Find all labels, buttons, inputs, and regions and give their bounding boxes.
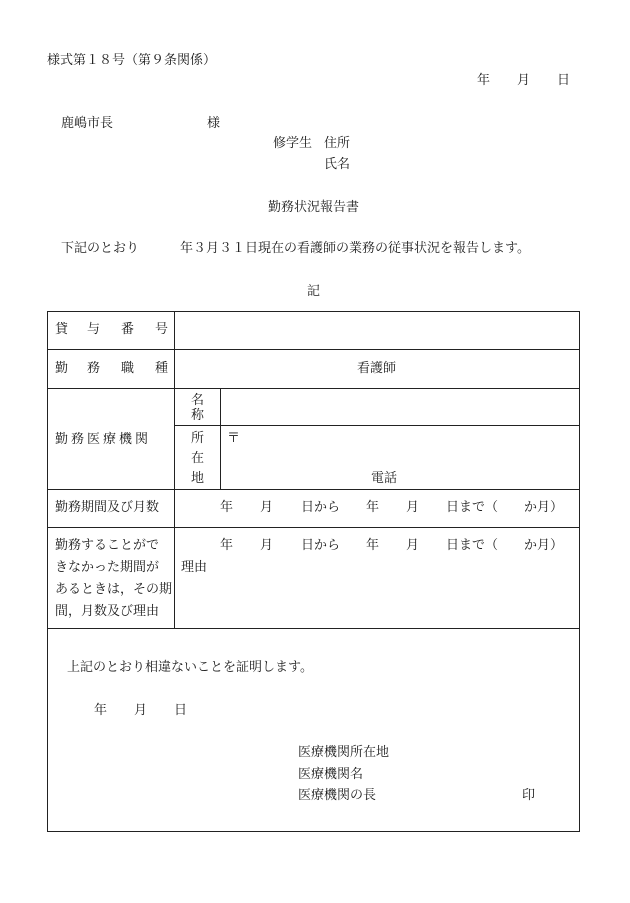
period-from-year: 年 xyxy=(220,500,234,515)
row-divider xyxy=(48,527,579,528)
job-type-char: 務 xyxy=(87,361,101,376)
absence-to-year: 年 xyxy=(366,538,380,553)
form-number: 様式第１８号（第９条関係） xyxy=(47,53,217,68)
cert-year-label: 年 xyxy=(94,703,108,718)
date-day-label: 日 xyxy=(557,73,571,88)
applicant-address-label: 住所 xyxy=(324,136,351,151)
postal-mark: 〒 xyxy=(227,431,241,446)
absence-months: か月） xyxy=(524,538,564,553)
addressee-honorific: 様 xyxy=(207,116,221,131)
inst-name-label: 医療機関名 xyxy=(298,767,364,782)
institution-location-char: 地 xyxy=(191,471,205,486)
institution-sublabel-divider xyxy=(220,388,221,489)
certification-statement: 上記のとおり相違ないことを証明します。 xyxy=(67,660,313,675)
report-table xyxy=(47,311,580,832)
row-divider xyxy=(48,349,579,350)
absence-from-day: 日から xyxy=(301,538,341,553)
absence-label-line: きなかった期間が xyxy=(55,560,160,575)
institution-name-char: 名 xyxy=(191,393,205,408)
period-label: 勤務期間及び月数 xyxy=(55,500,160,515)
job-type-char: 種 xyxy=(155,361,169,376)
period-from-month: 月 xyxy=(260,500,274,515)
loan-number-char: 番 xyxy=(121,322,135,337)
absence-from-month: 月 xyxy=(260,538,274,553)
inst-head-label: 医療機関の長 xyxy=(298,788,377,803)
loan-number-char: 号 xyxy=(155,322,169,337)
institution-name-char: 称 xyxy=(191,408,205,423)
institution-location-char: 所 xyxy=(191,431,205,446)
absence-from-year: 年 xyxy=(220,538,234,553)
institution-location-char: 在 xyxy=(191,451,205,466)
period-months: か月） xyxy=(524,500,564,515)
absence-reason-label: 理由 xyxy=(181,560,208,575)
label-column-divider xyxy=(174,312,175,628)
seal-mark: 印 xyxy=(522,788,536,803)
row-divider xyxy=(48,489,579,490)
absence-to-day: 日まで（ xyxy=(446,538,499,553)
row-divider xyxy=(48,388,579,389)
period-to-month: 月 xyxy=(406,500,420,515)
cert-month-label: 月 xyxy=(134,703,148,718)
ki-label: 記 xyxy=(307,284,321,299)
job-type-char: 勤 xyxy=(55,361,69,376)
absence-label-line: 間，月数及び理由 xyxy=(55,604,160,619)
applicant-name-label: 氏名 xyxy=(324,157,351,172)
job-type-value: 看護師 xyxy=(357,361,397,376)
row-divider xyxy=(48,628,579,629)
intro-body: 年３月３１日現在の看護師の業務の従事状況を報告します。 xyxy=(180,241,530,256)
applicant-role: 修学生 xyxy=(273,136,313,151)
intro-lead: 下記のとおり xyxy=(61,241,140,256)
institution-inner-divider xyxy=(174,425,579,426)
absence-label-line: あるときは，その期 xyxy=(55,582,173,597)
addressee-mayor: 鹿嶋市長 xyxy=(61,116,114,131)
absence-to-month: 月 xyxy=(406,538,420,553)
absence-label-line: 勤務することがで xyxy=(55,538,160,553)
period-to-day: 日まで（ xyxy=(446,500,499,515)
institution-label: 勤務医療機関 xyxy=(55,432,152,447)
phone-label: 電話 xyxy=(371,471,398,486)
inst-address-label: 医療機関所在地 xyxy=(298,745,390,760)
cert-day-label: 日 xyxy=(174,703,188,718)
loan-number-char: 与 xyxy=(87,322,101,337)
job-type-char: 職 xyxy=(121,361,135,376)
period-to-year: 年 xyxy=(366,500,380,515)
period-from-day: 日から xyxy=(301,500,341,515)
loan-number-char: 貸 xyxy=(55,322,69,337)
document-title: 勤務状況報告書 xyxy=(268,200,360,215)
date-month-label: 月 xyxy=(517,73,531,88)
date-year-label: 年 xyxy=(477,73,491,88)
